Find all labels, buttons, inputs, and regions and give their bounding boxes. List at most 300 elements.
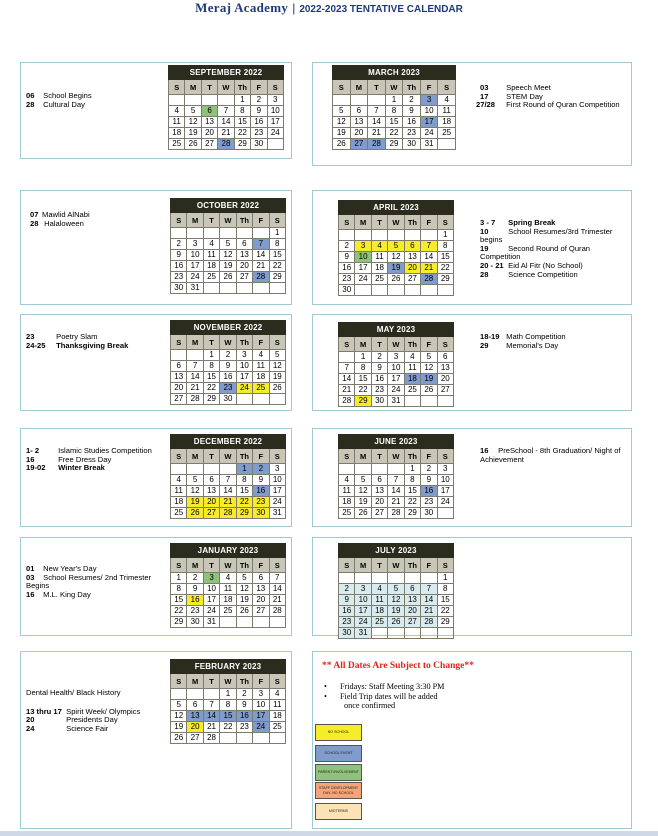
day-cell: 20 (203, 497, 219, 508)
day-cell: 9 (251, 106, 267, 117)
event-item: 19-02 Winter Break (26, 463, 105, 473)
day-cell: 12 (187, 486, 203, 497)
empty-cell (339, 464, 355, 475)
weekday-header: M (185, 80, 201, 95)
day-cell: 23 (171, 272, 187, 283)
empty-cell (437, 628, 453, 639)
day-cell: 29 (385, 139, 403, 150)
empty-cell (171, 464, 187, 475)
day-cell: 6 (371, 475, 387, 486)
day-cell: 22 (437, 263, 453, 274)
empty-cell (333, 95, 351, 106)
day-cell: 26 (421, 385, 437, 396)
event-item: 13 thru 17 Spirit Week/ Olympics (26, 706, 141, 716)
day-cell: 30 (253, 508, 269, 519)
day-cell: 28 (220, 508, 236, 519)
event-item: 17 STEM Day (480, 91, 543, 101)
day-cell: 29 (203, 394, 219, 405)
october-calendar (170, 198, 286, 294)
empty-cell (339, 230, 355, 241)
empty-cell (404, 573, 420, 584)
month-title: NOVEMBER 2022 (171, 321, 286, 335)
event-item: 20 - 21 Eid Al Fitr (No School) (480, 260, 583, 270)
empty-cell (169, 95, 185, 106)
day-cell: 24 (420, 128, 438, 139)
day-cell: 18 (404, 374, 420, 385)
event-item: 03 Speech Meet (480, 83, 551, 92)
day-cell: 26 (187, 508, 203, 519)
month-title: JUNE 2023 (339, 435, 454, 449)
weekday-header: T (368, 80, 386, 95)
day-cell: 24 (355, 274, 371, 285)
empty-cell (220, 617, 236, 628)
event-item: 3 - 7 Spring Break (480, 218, 556, 227)
day-cell: 26 (333, 139, 351, 150)
day-cell: 24 (267, 128, 283, 139)
day-cell: 11 (171, 486, 187, 497)
day-cell: 20 (187, 722, 203, 733)
day-cell: 14 (203, 711, 219, 722)
day-cell: 30 (187, 617, 203, 628)
day-cell: 23 (403, 128, 421, 139)
day-cell: 3 (236, 350, 252, 361)
weekday-header: T (203, 674, 219, 689)
weekday-header: Th (404, 215, 420, 230)
day-cell: 24 (236, 383, 252, 394)
weekday-header: T (203, 335, 219, 350)
day-cell: 2 (421, 464, 437, 475)
day-cell: 20 (350, 128, 368, 139)
day-cell: 13 (371, 486, 387, 497)
day-cell: 29 (437, 274, 453, 285)
footer-bar (0, 831, 658, 836)
day-cell: 11 (220, 584, 236, 595)
weekday-header: M (187, 674, 203, 689)
day-cell: 24 (203, 606, 219, 617)
event-item: 28 Halaloween (30, 218, 84, 228)
day-cell: 15 (203, 372, 219, 383)
event-item: 07 Mawlid AlNabi (30, 210, 90, 219)
day-cell: 14 (220, 486, 236, 497)
day-cell: 19 (421, 374, 437, 385)
day-cell: 7 (339, 363, 355, 374)
day-cell: 2 (187, 573, 203, 584)
weekday-header: T (201, 80, 217, 95)
day-cell: 5 (388, 584, 404, 595)
february-events (26, 689, 140, 733)
note-field-trip-cont: once confirmed (344, 701, 396, 711)
school-name: Meraj Academy (195, 0, 289, 15)
day-cell: 20 (404, 606, 420, 617)
december-calendar (170, 434, 286, 519)
weekday-header: F (421, 215, 437, 230)
day-cell: 27 (187, 733, 203, 744)
day-cell: 19 (236, 595, 252, 606)
day-cell: 30 (339, 628, 355, 639)
day-cell: 14 (368, 117, 386, 128)
day-cell: 28 (253, 272, 269, 283)
day-cell: 1 (234, 95, 250, 106)
weekday-header: F (421, 337, 437, 352)
empty-cell (388, 628, 404, 639)
day-cell: 22 (234, 128, 250, 139)
weekday-header: M (355, 215, 371, 230)
july-calendar (338, 543, 454, 639)
day-cell: 11 (253, 361, 269, 372)
day-cell: 19 (187, 497, 203, 508)
day-cell: 18 (220, 595, 236, 606)
event-item: 03 School Resumes/ 2nd Trimester Begins (26, 572, 152, 591)
november-events (26, 333, 128, 350)
day-cell: 19 (388, 263, 404, 274)
empty-cell (253, 733, 269, 744)
day-cell: 30 (371, 396, 387, 407)
day-cell: 1 (220, 689, 236, 700)
day-cell: 10 (269, 475, 285, 486)
empty-cell (203, 283, 219, 294)
empty-cell (438, 139, 456, 150)
day-cell: 6 (404, 584, 420, 595)
february-calendar (170, 659, 286, 744)
empty-cell (388, 464, 404, 475)
day-cell: 26 (388, 274, 404, 285)
empty-cell (187, 228, 203, 239)
day-cell: 28 (368, 139, 386, 150)
weekday-header: Th (234, 80, 250, 95)
day-cell: 2 (251, 95, 267, 106)
day-cell: 7 (421, 241, 437, 252)
day-cell: 23 (236, 722, 252, 733)
weekday-header: Th (236, 449, 252, 464)
day-cell: 21 (187, 383, 203, 394)
day-cell: 24 (187, 272, 203, 283)
empty-cell (171, 228, 187, 239)
day-cell: 18 (169, 128, 185, 139)
empty-cell (371, 628, 387, 639)
day-cell: 21 (368, 128, 386, 139)
day-cell: 1 (437, 230, 453, 241)
day-cell: 31 (203, 617, 219, 628)
day-cell: 22 (203, 383, 219, 394)
day-cell: 11 (339, 486, 355, 497)
day-cell: 24 (355, 617, 371, 628)
day-cell: 11 (269, 700, 285, 711)
weekday-header: S (269, 335, 285, 350)
empty-cell (171, 689, 187, 700)
weekday-header: W (388, 215, 404, 230)
day-cell: 12 (171, 711, 187, 722)
day-cell: 2 (236, 689, 252, 700)
day-cell: 28 (203, 733, 219, 744)
day-cell: 12 (269, 361, 285, 372)
day-cell: 21 (339, 385, 355, 396)
day-cell: 25 (371, 617, 387, 628)
day-cell: 4 (371, 241, 387, 252)
weekday-header: W (220, 674, 236, 689)
event-item: 28 Cultural Day (26, 99, 85, 109)
day-cell: 5 (220, 239, 236, 250)
weekday-header: S (437, 215, 453, 230)
day-cell: 6 (201, 106, 217, 117)
day-cell: 26 (220, 272, 236, 283)
empty-cell (269, 394, 285, 405)
weekday-header: S (171, 674, 187, 689)
legend-school-event: SCHOOL EVENT (315, 745, 362, 762)
day-cell: 9 (371, 363, 387, 374)
empty-cell (355, 464, 371, 475)
day-cell: 7 (421, 584, 437, 595)
weekday-header: Th (404, 449, 420, 464)
empty-cell (220, 733, 236, 744)
weekday-header: T (371, 558, 387, 573)
day-cell: 19 (171, 722, 187, 733)
event-item: 24-25 Thanksgiving Break (26, 340, 129, 350)
day-cell: 11 (404, 363, 420, 374)
day-cell: 18 (371, 263, 387, 274)
june-calendar (338, 434, 454, 519)
day-cell: 16 (220, 372, 236, 383)
day-cell: 26 (236, 606, 252, 617)
may-calendar (338, 322, 454, 407)
day-cell: 26 (269, 383, 285, 394)
day-cell: 4 (339, 475, 355, 486)
weekday-header: W (220, 213, 236, 228)
empty-cell (267, 139, 283, 150)
day-cell: 4 (220, 573, 236, 584)
day-cell: 8 (437, 584, 453, 595)
day-cell: 15 (437, 595, 453, 606)
day-cell: 16 (187, 595, 203, 606)
day-cell: 18 (438, 117, 456, 128)
day-cell: 15 (234, 117, 250, 128)
day-cell: 9 (220, 361, 236, 372)
day-cell: 30 (220, 394, 236, 405)
day-cell: 28 (187, 394, 203, 405)
empty-cell (421, 573, 437, 584)
empty-cell (269, 617, 285, 628)
empty-cell (203, 689, 219, 700)
empty-cell (171, 350, 187, 361)
day-cell: 2 (403, 95, 421, 106)
day-cell: 7 (368, 106, 386, 117)
weekday-header: W (388, 449, 404, 464)
day-cell: 15 (404, 486, 420, 497)
day-cell: 7 (203, 700, 219, 711)
day-cell: 4 (371, 584, 387, 595)
day-cell: 8 (437, 241, 453, 252)
day-cell: 2 (220, 350, 236, 361)
weekday-header: S (269, 449, 285, 464)
weekday-header: S (171, 558, 187, 573)
day-cell: 12 (333, 117, 351, 128)
empty-cell (371, 285, 387, 296)
day-cell: 15 (385, 117, 403, 128)
day-cell: 1 (437, 573, 453, 584)
day-cell: 15 (236, 486, 252, 497)
day-cell: 21 (203, 722, 219, 733)
weekday-header: Th (236, 213, 252, 228)
day-cell: 13 (203, 486, 219, 497)
day-cell: 10 (355, 252, 371, 263)
day-cell: 26 (355, 508, 371, 519)
empty-cell (437, 508, 453, 519)
event-item: 16 M.L. King Day (26, 589, 91, 599)
day-cell: 25 (339, 508, 355, 519)
event-item: 23 Poetry Slam (26, 332, 98, 341)
day-cell: 23 (371, 385, 387, 396)
empty-cell (355, 573, 371, 584)
weekday-header: F (253, 213, 269, 228)
day-cell: 24 (253, 722, 269, 733)
day-cell: 22 (355, 385, 371, 396)
month-title: SEPTEMBER 2022 (169, 66, 284, 80)
weekday-header: W (220, 335, 236, 350)
day-cell: 13 (187, 711, 203, 722)
empty-cell (355, 230, 371, 241)
day-cell: 21 (253, 261, 269, 272)
day-cell: 17 (253, 711, 269, 722)
day-cell: 28 (421, 617, 437, 628)
day-cell: 8 (404, 475, 420, 486)
weekday-header: M (187, 558, 203, 573)
day-cell: 24 (269, 497, 285, 508)
day-cell: 12 (421, 363, 437, 374)
day-cell: 6 (350, 106, 368, 117)
day-cell: 1 (203, 350, 219, 361)
day-cell: 12 (355, 486, 371, 497)
weekday-header: M (187, 335, 203, 350)
notes-list (340, 682, 444, 711)
day-cell: 7 (253, 239, 269, 250)
day-cell: 30 (171, 283, 187, 294)
day-cell: 18 (269, 711, 285, 722)
day-cell: 8 (220, 700, 236, 711)
day-cell: 12 (388, 595, 404, 606)
day-cell: 13 (236, 250, 252, 261)
empty-cell (339, 573, 355, 584)
day-cell: 20 (253, 595, 269, 606)
day-cell: 27 (404, 274, 420, 285)
legend-staff-development: STAFF DEVELOPMENT DAY- NO SCHOOL (315, 782, 362, 799)
day-cell: 2 (339, 241, 355, 252)
day-cell: 30 (339, 285, 355, 296)
empty-cell (269, 733, 285, 744)
weekday-header: S (437, 337, 453, 352)
day-cell: 10 (187, 250, 203, 261)
weekday-header: M (187, 213, 203, 228)
day-cell: 8 (234, 106, 250, 117)
weekday-header: F (253, 335, 269, 350)
weekday-header: F (253, 449, 269, 464)
day-cell: 23 (421, 497, 437, 508)
weekday-header: Th (403, 80, 421, 95)
day-cell: 31 (420, 139, 438, 150)
weekday-header: Th (236, 558, 252, 573)
day-cell: 27 (203, 508, 219, 519)
day-cell: 28 (339, 396, 355, 407)
month-title: APRIL 2023 (339, 201, 454, 215)
day-cell: 6 (253, 573, 269, 584)
legend-parent-involvement: PARENT INVOLVEMENT (315, 764, 362, 781)
day-cell: 17 (203, 595, 219, 606)
day-cell: 16 (253, 486, 269, 497)
weekday-header: W (388, 558, 404, 573)
day-cell: 5 (421, 352, 437, 363)
day-cell: 14 (421, 252, 437, 263)
day-cell: 20 (236, 261, 252, 272)
title-separator: | (292, 1, 296, 15)
empty-cell (187, 464, 203, 475)
day-cell: 15 (220, 711, 236, 722)
day-cell: 16 (371, 374, 387, 385)
day-cell: 18 (253, 372, 269, 383)
day-cell: 14 (421, 595, 437, 606)
day-cell: 14 (388, 486, 404, 497)
day-cell: 22 (385, 128, 403, 139)
day-cell: 8 (385, 106, 403, 117)
day-cell: 10 (388, 363, 404, 374)
day-cell: 22 (220, 722, 236, 733)
day-cell: 3 (420, 95, 438, 106)
weekday-header: F (251, 80, 267, 95)
note-staff-meeting: • Fridays: Staff Meeting 3:30 PM (340, 682, 444, 692)
month-title: MAY 2023 (339, 323, 454, 337)
day-cell: 29 (171, 617, 187, 628)
day-cell: 3 (187, 239, 203, 250)
empty-cell (201, 95, 217, 106)
day-cell: 25 (203, 272, 219, 283)
day-cell: 21 (421, 606, 437, 617)
day-cell: 17 (269, 486, 285, 497)
day-cell: 26 (388, 617, 404, 628)
empty-cell (236, 733, 252, 744)
weekday-header: S (171, 335, 187, 350)
weekday-header: F (421, 449, 437, 464)
day-cell: 20 (437, 374, 453, 385)
day-cell: 22 (171, 606, 187, 617)
day-cell: 27 (236, 272, 252, 283)
day-cell: 1 (385, 95, 403, 106)
note-field-trip: • Field Trip dates will be added (340, 692, 444, 702)
weekday-header: S (171, 449, 187, 464)
weekday-header: S (437, 449, 453, 464)
september-events (26, 92, 92, 109)
day-cell: 8 (355, 363, 371, 374)
day-cell: 12 (388, 252, 404, 263)
day-cell: 5 (187, 475, 203, 486)
empty-cell (404, 230, 420, 241)
day-cell: 22 (437, 606, 453, 617)
day-cell: 6 (236, 239, 252, 250)
day-cell: 17 (267, 117, 283, 128)
empty-cell (269, 283, 285, 294)
weekday-header: W (385, 80, 403, 95)
empty-cell (350, 95, 368, 106)
day-cell: 7 (187, 361, 203, 372)
day-cell: 13 (253, 584, 269, 595)
weekday-header: S (171, 213, 187, 228)
month-title: MARCH 2023 (333, 66, 456, 80)
empty-cell (388, 573, 404, 584)
weekday-header: T (203, 558, 219, 573)
empty-cell (253, 283, 269, 294)
day-cell: 23 (253, 497, 269, 508)
event-item: 29 Memorial's Day (480, 340, 559, 350)
day-cell: 12 (236, 584, 252, 595)
day-cell: 29 (234, 139, 250, 150)
march-calendar (332, 65, 456, 150)
day-cell: 16 (171, 261, 187, 272)
